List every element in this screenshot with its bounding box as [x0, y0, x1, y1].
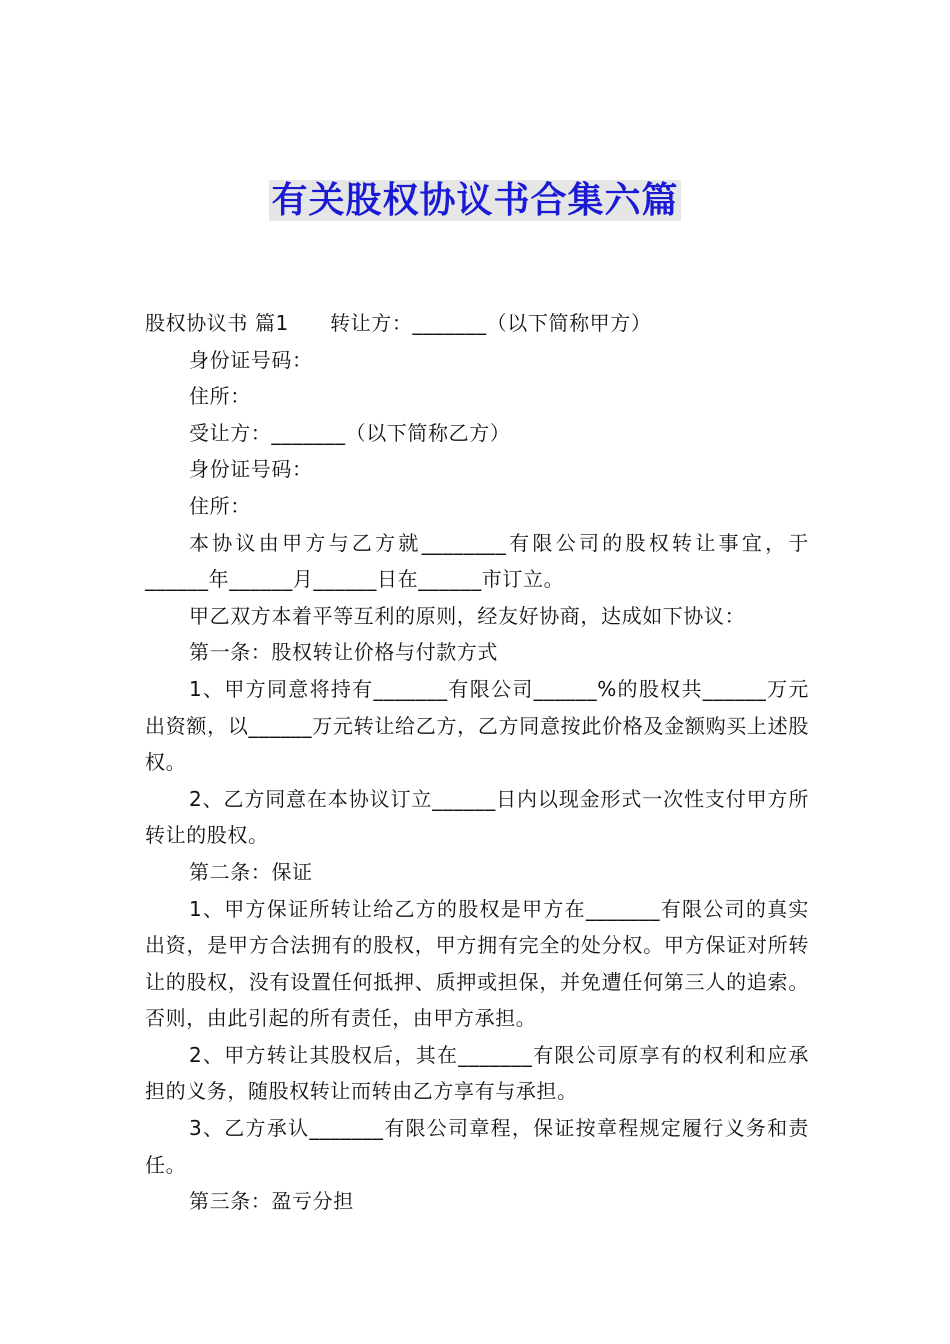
document-body — [145, 305, 809, 1220]
paragraph-agreement-basis: 本协议由甲方与乙方就________有限公司的股权转让事宜，于______年______月______日在______市订立。 — [145, 530, 809, 592]
article-1-clause-1: 1、甲方同意将持有_______有限公司______%的股权共______万元出资额，以______万元转让给乙方，乙方同意按此价格及金额购买上述股权。 — [145, 676, 809, 775]
article-2-clause-1: 1、甲方保证所转让给乙方的股权是甲方在_______有限公司的真实出资，是甲方合法拥有的股权，甲方拥有完全的处分权。甲方保证对所转让的股权，没有设置任何抵押、质押或担保，并免遭任何第三人的追索。否则，由此引起的所有责任，由甲方承担。 — [145, 896, 809, 1031]
article-1-heading: 第一条：股权转让价格与付款方式 — [189, 640, 498, 665]
article-2-heading: 第二条：保证 — [189, 859, 313, 884]
paragraph-transferor-address: 住所： — [189, 384, 251, 409]
article-2-clause-2: 2、甲方转让其股权后，其在_______有限公司原享有的权利和应承担的义务，随股权转让而转由乙方享有与承担。 — [145, 1042, 809, 1104]
article-1-clause-2: 2、乙方同意在本协议订立______日内以现金形式一次性支付甲方所转让的股权。 — [145, 786, 809, 848]
paragraph-transferee-id: 身份证号码： — [189, 457, 313, 482]
paragraph-intro-header: 股权协议书 篇1 转让方：_______（以下简称甲方） — [145, 311, 652, 335]
paragraph-transferee-address: 住所： — [189, 493, 251, 518]
paragraph-transferor-id: 身份证号码： — [189, 347, 313, 372]
document-title-text: 有关股权协议书合集六篇 — [271, 180, 679, 221]
article-3-heading: 第三条：盈亏分担 — [189, 1189, 354, 1214]
document-title — [0, 176, 950, 226]
paragraph-transferee: 受让方：_______（以下简称乙方） — [189, 420, 511, 445]
article-2-clause-3: 3、乙方承认_______有限公司章程，保证按章程规定履行义务和责任。 — [145, 1116, 809, 1177]
paragraph-consultation: 甲乙双方本着平等互利的原则，经友好协商，达成如下协议： — [189, 603, 746, 628]
